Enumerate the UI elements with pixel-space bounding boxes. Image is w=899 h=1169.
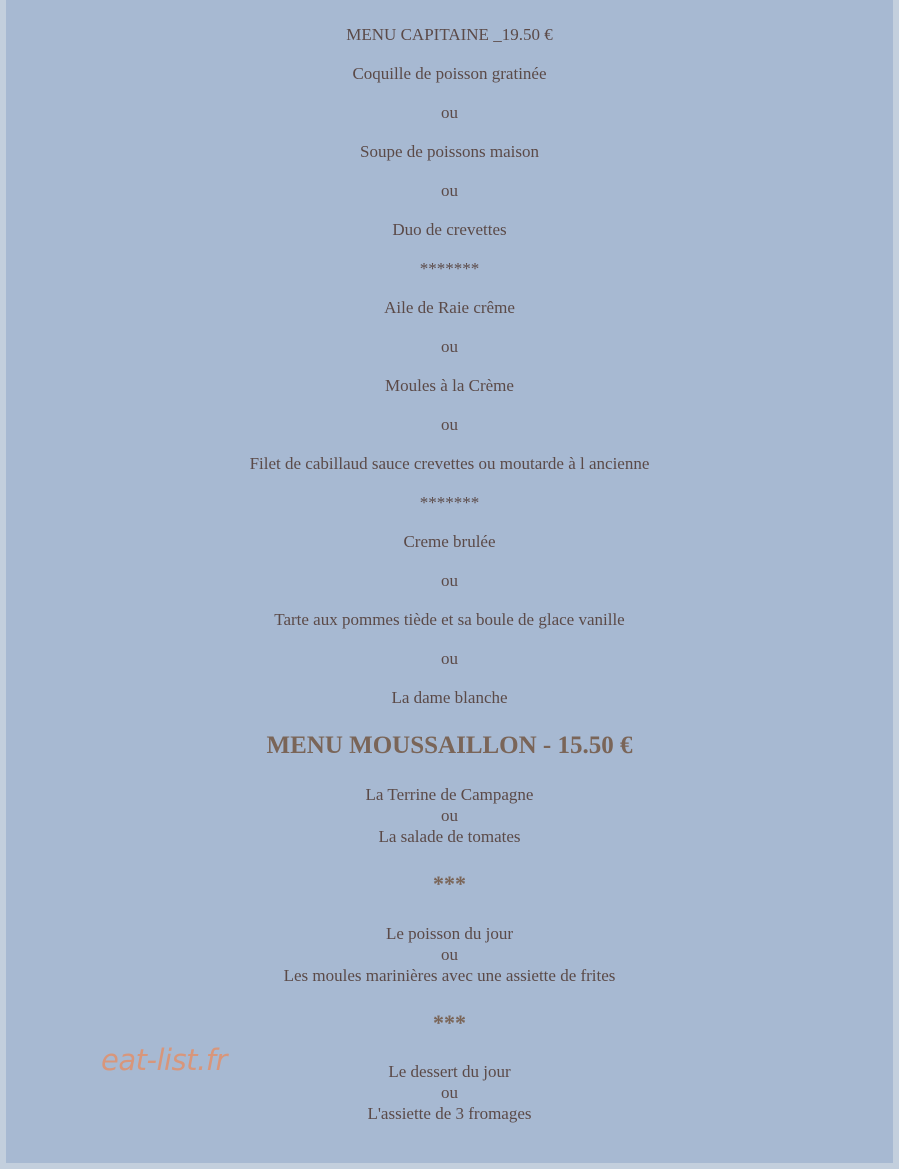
capitaine-main-3: Filet de cabillaud sauce crevettes ou moutarde à l ancienne [249,454,650,473]
capitaine-main-1: Aile de Raie crême [384,298,515,317]
course-separator: ******* [419,493,480,512]
or-text: ou [441,1083,458,1102]
capitaine-starter-2: Soupe de poissons maison [360,142,539,161]
or-text: ou [441,649,458,668]
or-text: ou [441,181,458,200]
or-text: ou [441,571,458,590]
course-separator: ******* [419,259,480,278]
moussaillon-dessert-2: L'assiette de 3 fromages [367,1104,532,1123]
capitaine-dessert-2: Tarte aux pommes tiède et sa boule de glace vanille [274,610,625,629]
or-text: ou [441,415,458,434]
moussaillon-starter-1: La Terrine de Campagne [365,785,534,804]
or-text: ou [441,806,458,825]
moussaillon-main-2: Les moules marinières avec une assiette de frites [283,966,616,985]
moussaillon-main-1: Le poisson du jour [385,924,514,943]
or-text: ou [441,103,458,122]
capitaine-dessert-3: La dame blanche [391,688,508,707]
moussaillon-starter-2: La salade de tomates [378,827,521,846]
menu-moussaillon-title: MENU MOUSSAILLON - 15.50 € [266,732,633,759]
capitaine-dessert-1: Creme brulée [403,532,496,551]
course-separator: *** [433,871,466,896]
capitaine-main-2: Moules à la Crème [385,376,514,395]
watermark-logo: eat-list.fr [101,1043,227,1077]
course-separator: *** [433,1010,466,1035]
capitaine-starter-1: Coquille de poisson gratinée [352,64,547,83]
or-text: ou [441,945,458,964]
menu-capitaine-title: MENU CAPITAINE _19.50 € [346,25,553,44]
capitaine-starter-3: Duo de crevettes [392,220,507,239]
or-text: ou [441,337,458,356]
menu-page [6,0,893,1163]
moussaillon-dessert-1: Le dessert du jour [388,1062,511,1081]
